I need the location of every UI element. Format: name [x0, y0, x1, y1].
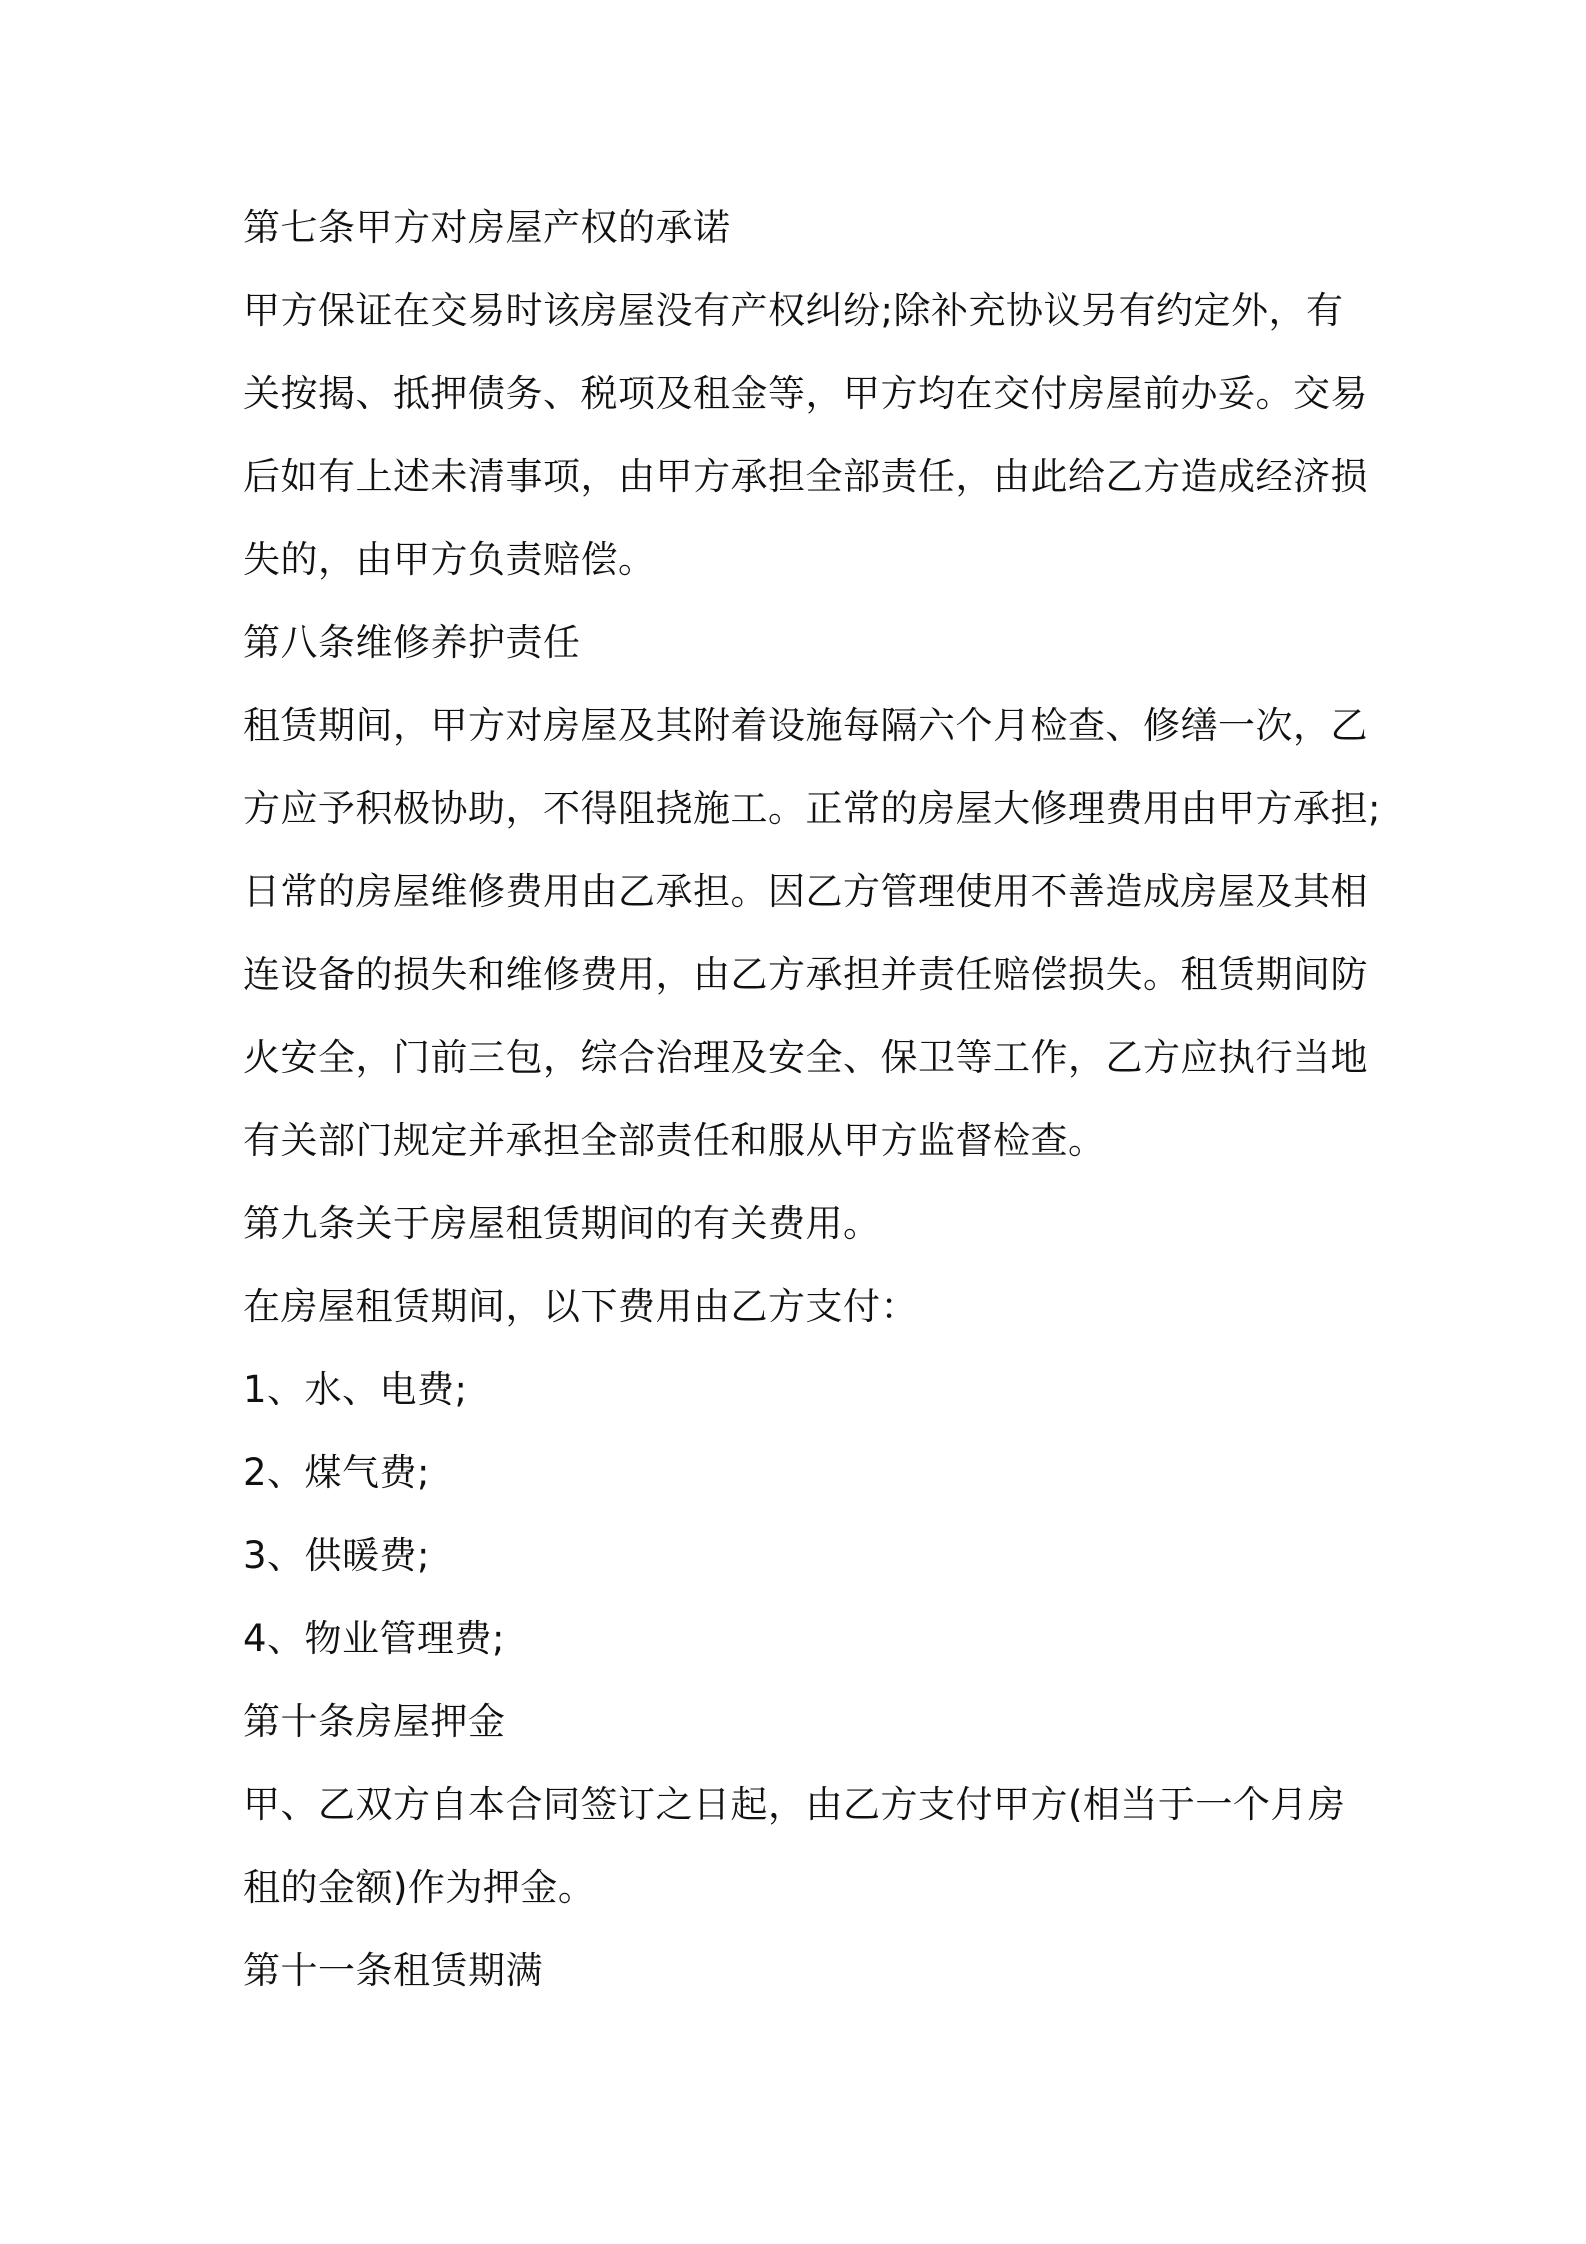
text-line: 后如有上述未清事项，由甲方承担全部责任，由此给乙方造成经济损	[243, 455, 1368, 498]
list-item: 1、水、电费;	[243, 1368, 468, 1411]
section-heading-7: 第七条甲方对房屋产权的承诺	[243, 206, 731, 249]
section-heading-11: 第十一条租赁期满	[243, 1949, 543, 1992]
section-heading-9: 第九条关于房屋租赁期间的有关费用。	[243, 1202, 881, 1245]
text-line: 失的，由甲方负责赔偿。	[243, 538, 656, 581]
section-heading-8: 第八条维修养护责任	[243, 621, 581, 664]
text-line: 甲方保证在交易时该房屋没有产权纠纷;除补充协议另有约定外，有	[243, 289, 1344, 332]
text-line: 日常的房屋维修费用由乙承担。因乙方管理使用不善造成房屋及其相	[243, 870, 1368, 913]
text-line: 火安全，门前三包，综合治理及安全、保卫等工作，乙方应执行当地	[243, 1036, 1368, 1079]
list-item: 2、煤气费;	[243, 1451, 431, 1494]
section-heading-10: 第十条房屋押金	[243, 1700, 506, 1743]
text-line: 方应予积极协助，不得阻挠施工。正常的房屋大修理费用由甲方承担;	[243, 787, 1381, 830]
list-item: 3、供暖费;	[243, 1534, 431, 1577]
list-item: 4、物业管理费;	[243, 1617, 506, 1660]
text-line: 租赁期间，甲方对房屋及其附着设施每隔六个月检查、修缮一次，乙	[243, 704, 1368, 747]
text-line: 有关部门规定并承担全部责任和服从甲方监督检查。	[243, 1119, 1106, 1162]
text-line: 关按揭、抵押债务、税项及租金等，甲方均在交付房屋前办妥。交易	[243, 372, 1368, 415]
text-line: 连设备的损失和维修费用，由乙方承担并责任赔偿损失。租赁期间防	[243, 953, 1368, 996]
text-line: 租的金额)作为押金。	[243, 1866, 596, 1909]
text-line: 甲、乙双方自本合同签订之日起，由乙方支付甲方(相当于一个月房	[243, 1783, 1346, 1826]
text-line: 在房屋租赁期间，以下费用由乙方支付：	[243, 1285, 918, 1328]
